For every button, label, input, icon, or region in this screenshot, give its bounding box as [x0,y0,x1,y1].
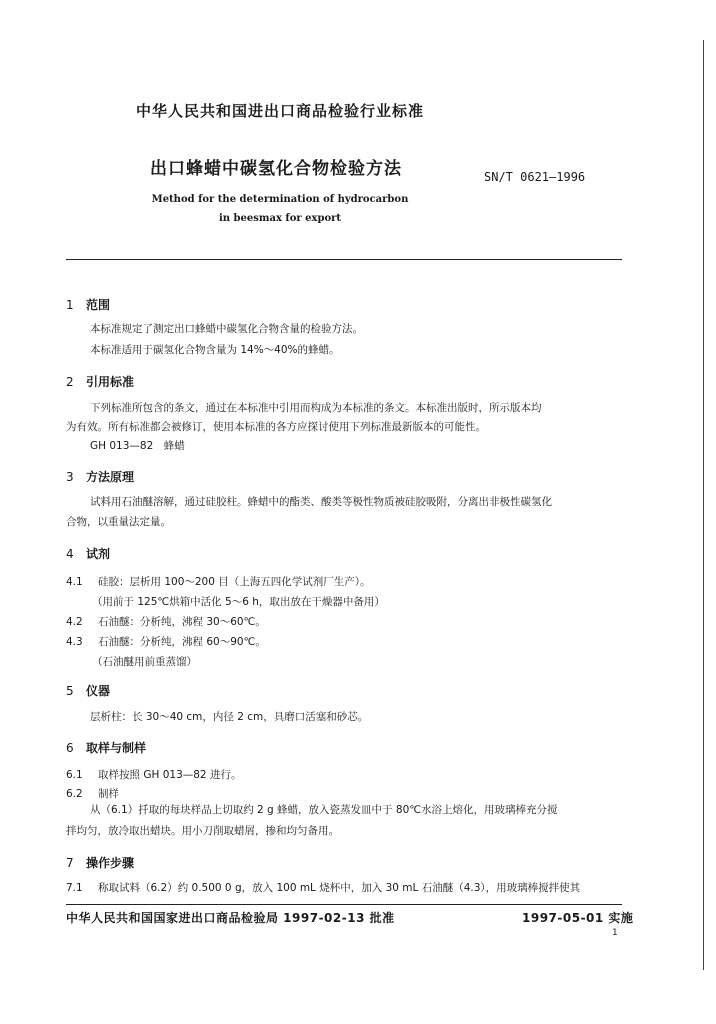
section-number: 4 [66,547,74,561]
section-title: 试剂 [86,547,111,561]
effective-date: 1997-05-01 实施 [522,911,634,925]
paragraph: 本标准规定了测定出口蜂蜡中碳氢化合物含量的检验方法。 [90,323,363,335]
section-heading-principle [66,468,134,485]
issuing-body-title: 中华人民共和国进出口商品检验行业标准 [135,102,424,120]
english-title-line-2: in beesmax for export [219,213,341,224]
item-text: 石油醚：分析纯，沸程 60～90℃。 [98,636,266,648]
item-note: （石油醚用前重蒸馏） [92,656,197,668]
section-title: 引用标准 [86,375,135,389]
section-number: 3 [66,470,74,484]
list-item [66,880,580,895]
section-title: 操作步骤 [86,856,135,870]
section-title: 仪器 [86,684,111,698]
item-text: 称取试料（6.2）约 0.500 0 g，放入 100 mL 烧杯中，加入 30 mL 石油醚（4.3），用玻璃棒搅拌使其 [98,882,581,894]
section-title: 范围 [86,298,111,312]
item-number: 4.1 [66,576,83,588]
scan-edge-line [703,40,704,970]
paragraph: 层析柱：长 30～40 cm，内径 2 cm，具磨口活塞和砂芯。 [90,711,369,723]
section-number: 7 [66,856,74,870]
approval-line: 中华人民共和国国家进出口商品检验局 1997-02-13 批准 [66,911,395,925]
section-heading-apparatus [66,682,110,699]
section-heading-references [66,373,134,390]
list-item [66,574,371,589]
list-item [66,786,119,801]
section-title: 方法原理 [86,470,135,484]
list-item [66,634,266,649]
list-item [66,767,241,782]
page-number: 1 [612,928,618,938]
item-number: 4.3 [66,636,83,648]
item-number: 7.1 [66,882,83,894]
paragraph-line: 从（6.1）扦取的每块样品上切取约 2 g 蜂蜡，放入瓷蒸发皿中于 80℃水浴上熔化，用玻璃棒充分搅 [90,804,558,816]
paragraph-line: 下列标准所包含的条文，通过在本标准中引用而构成为本标准的条文。本标准出版时，所示版本均 [90,402,542,414]
item-text: 硅胶：层析用 100～200 目（上海五四化学试剂厂生产）。 [98,576,371,588]
reference-item: GH 013—82 蜂蜡 [90,440,185,452]
section-heading-scope [66,296,110,313]
document-title: 出口蜂蜡中碳氢化合物检验方法 [150,159,402,179]
paragraph-line: 合物，以重量法定量。 [66,516,171,528]
item-note: （用前于 125℃烘箱中活化 5～6 h，取出放在干燥器中备用） [92,596,385,608]
english-title-line-1: Method for the determination of hydrocarbon [151,194,409,205]
paragraph: 本标准适用于碳氢化合物含量为 14%～40%的蜂蜡。 [90,344,340,356]
item-text: 制样 [98,788,119,800]
paragraph-line: 拌均匀，放冷取出蜡块。用小刀削取蜡屑，掺和均匀备用。 [66,825,339,837]
section-heading-sampling [66,739,146,756]
section-title: 取样与制样 [86,741,147,755]
section-heading-reagents [66,545,110,562]
section-number: 6 [66,741,74,755]
standard-code: SN/T 0621—1996 [484,170,586,184]
paragraph-line: 试料用石油醚溶解，通过硅胶柱。蜂蜡中的酯类、酸类等极性物质被硅胶吸附，分离出非极性碳氢化 [90,496,552,508]
item-number: 6.2 [66,788,83,800]
section-heading-procedure [66,854,134,871]
item-number: 4.2 [66,616,83,628]
item-text: 石油醚：分析纯，沸程 30～60℃。 [98,616,266,628]
section-number: 2 [66,375,74,389]
item-text: 取样按照 GH 013—82 进行。 [98,769,242,781]
list-item [66,614,266,629]
section-number: 5 [66,684,74,698]
paragraph-line: 为有效。所有标准都会被修订，使用本标准的各方应探讨使用下列标准最新版本的可能性。 [66,421,486,433]
section-number: 1 [66,298,74,312]
header-rule [66,259,622,260]
item-number: 6.1 [66,769,83,781]
footer-rule [66,904,622,905]
